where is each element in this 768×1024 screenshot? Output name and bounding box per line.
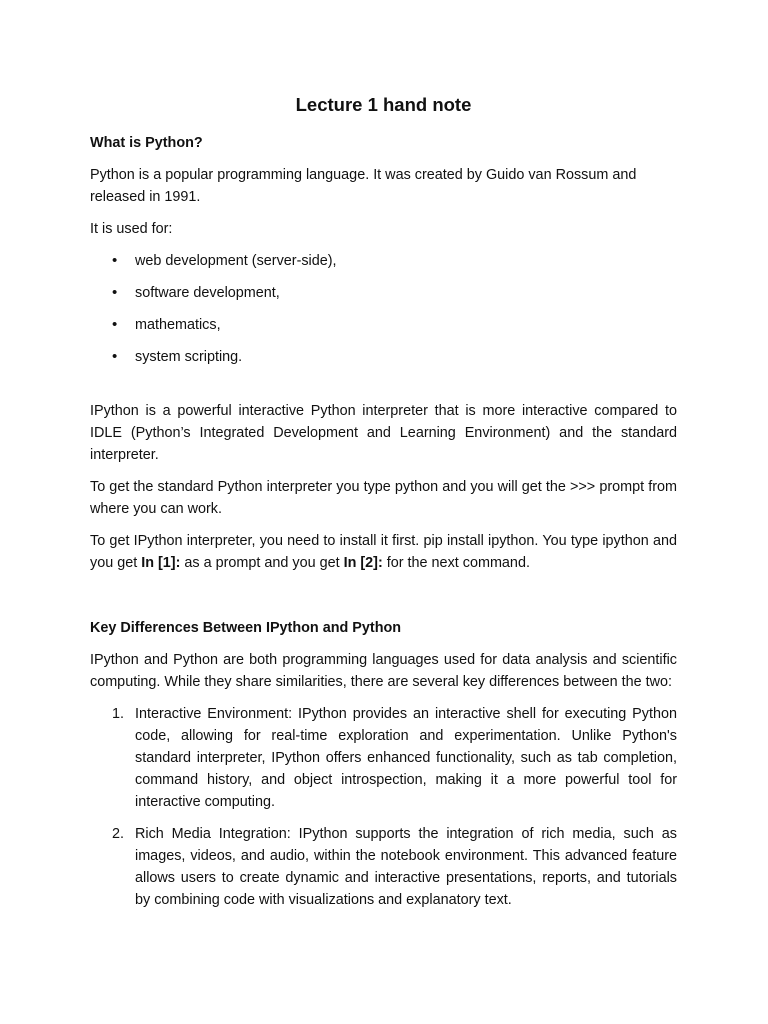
ipython-paragraph-3 xyxy=(90,530,677,574)
prompt-in-2: In [2]: xyxy=(343,555,383,571)
differences-intro-paragraph: IPython and Python are both programming languages used for data analysis and scientific computing. While they share similarities, there are several key differences between the two: xyxy=(90,652,677,690)
uses-list xyxy=(90,250,677,368)
list-item-text: system scripting. xyxy=(135,349,243,365)
document-title: Lecture 1 hand note xyxy=(295,94,472,115)
ipython-paragraph-1: IPython is a powerful interactive Python interpreter that is more interactive compared to IDLE (Python’s Integrated Development and Learning Environment) and the standard interpreter. xyxy=(90,403,677,463)
list-item xyxy=(90,250,677,272)
prompt-in-1: In [1]: xyxy=(141,555,181,571)
list-item-text: web development (server-side), xyxy=(135,253,337,269)
ipython-text: To get IPython interpreter, you need to install it first. pip install ipython. You type ipython and you get xyxy=(90,533,677,571)
list-item-number: 2. xyxy=(112,826,125,842)
spacer xyxy=(90,378,677,400)
ipython-text: for the next command. xyxy=(382,555,530,571)
differences-list xyxy=(90,703,677,911)
list-item-text: Rich Media Integration: IPython supports the integration of rich media, such as images, videos, and audio, within the notebook environment. This advanced feature allows users to create dynamic and interactive presentations, reports, and tutorials by combining code with visualizations and explanatory text. xyxy=(135,826,677,908)
list-item-text: software development, xyxy=(135,285,280,301)
list-item-text: Interactive Environment: IPython provides an interactive shell for executing Python code, allowing for real-time exploration and experimentation. Unlike Python's standard interpreter, IPython offers enhanced functionality, such as tab completion, command history, and object introspection, making it a more powerful tool for interactive computing. xyxy=(135,706,677,810)
section-heading-key-differences: Key Differences Between IPython and Python xyxy=(90,620,402,636)
list-item xyxy=(90,282,677,304)
section-heading-what-is-python: What is Python? xyxy=(90,135,203,151)
ipython-paragraph-2: To get the standard Python interpreter you type python and you will get the >>> prompt from where you can work. xyxy=(90,479,677,517)
list-item xyxy=(90,314,677,336)
spacer xyxy=(90,584,677,617)
list-item xyxy=(90,346,677,368)
python-intro-paragraph: Python is a popular programming language. It was created by Guido van Rossum and released in 1991. xyxy=(90,167,637,205)
used-for-label: It is used for: xyxy=(90,221,173,237)
list-item-text: mathematics, xyxy=(135,317,221,333)
document-body xyxy=(90,90,677,921)
ipython-text: as a prompt and you get xyxy=(180,555,344,571)
list-item xyxy=(90,823,677,911)
list-item-number: 1. xyxy=(112,706,125,722)
list-item xyxy=(90,703,677,813)
